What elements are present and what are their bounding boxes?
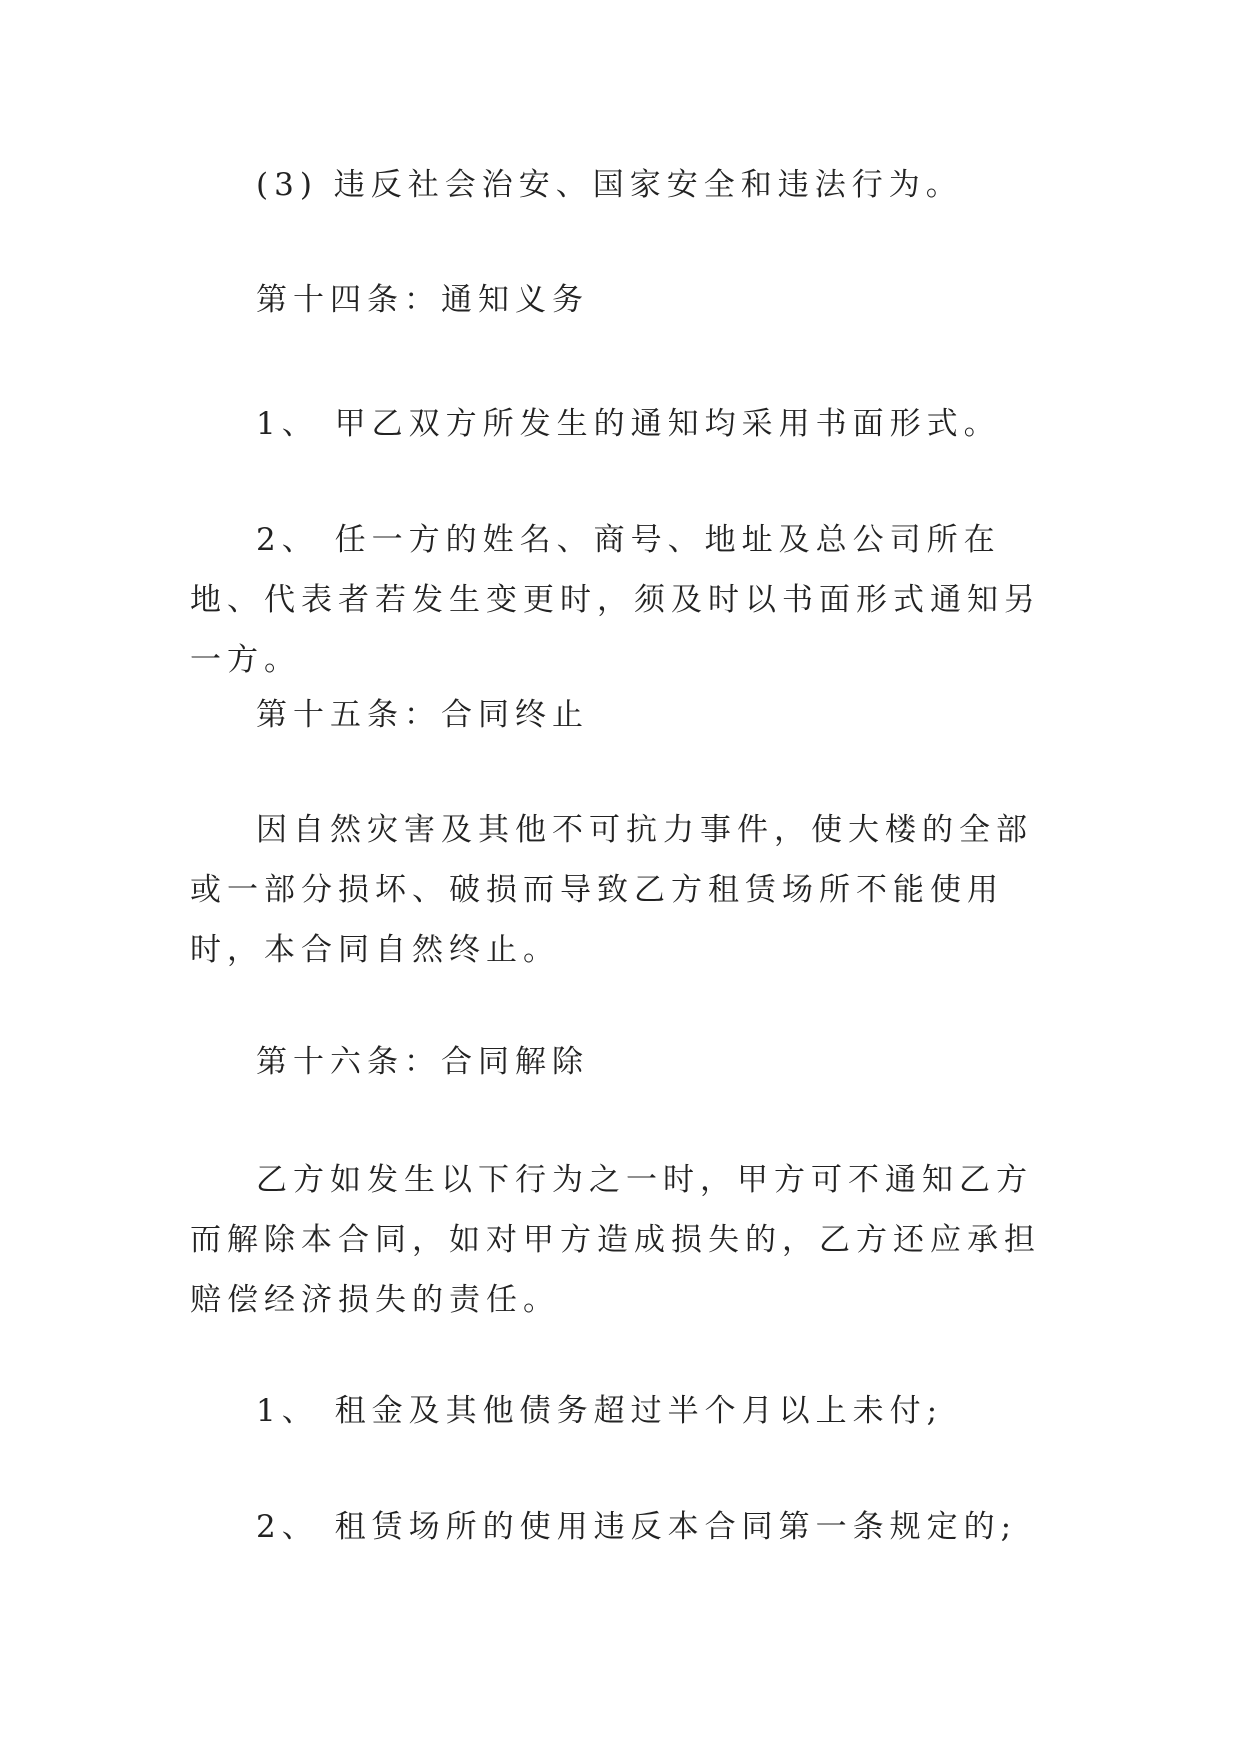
article-16-body: 乙方如发生以下行为之一时，甲方可不通知乙方而解除本合同，如对甲方造成损失的，乙方还应承担赔偿经济损失的责任。 — [190, 1162, 1041, 1318]
article-14-item-2: 2、 任一方的姓名、商号、地址及总公司所在地、代表者若发生变更时，须及时以书面形式通知另一方。 — [190, 522, 1041, 678]
clause-item-3: (3) 违反社会治安、国家安全和违法行为。 — [256, 167, 963, 203]
article-15-heading: 第十五条：合同终止 — [256, 697, 589, 733]
article-16-item-2: 2、 租赁场所的使用违反本合同第一条规定的; — [256, 1509, 1018, 1545]
article-14-item-1: 1、 甲乙双方所发生的通知均采用书面形式。 — [256, 406, 1001, 442]
article-15-body: 因自然灾害及其他不可抗力事件，使大楼的全部或一部分损坏、破损而导致乙方租赁场所不能使用时，本合同自然终止。 — [190, 812, 1033, 968]
article-14-heading: 第十四条：通知义务 — [256, 282, 589, 318]
article-16-heading: 第十六条：合同解除 — [256, 1044, 589, 1080]
article-16-item-1: 1、 租金及其他债务超过半个月以上未付; — [256, 1393, 944, 1429]
